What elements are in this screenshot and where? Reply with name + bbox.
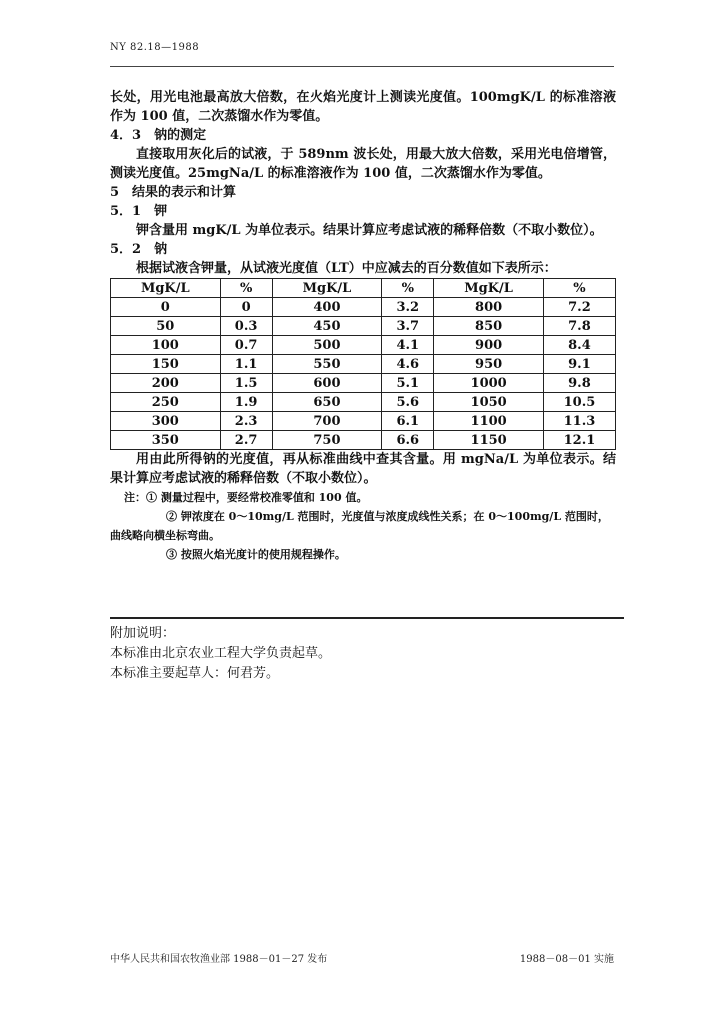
table-cell: 1.9 — [220, 393, 272, 412]
addendum-line-2: 本标准主要起草人：何君芳。 — [110, 666, 280, 681]
addendum — [110, 624, 616, 684]
table-header-row — [111, 279, 616, 298]
paragraph-after-table: 用由此所得钠的光度值，再从标准曲线中查其含量。用 mgNa/L 为单位表示。结果计算应考虑试液的稀释倍数（不取小数位）。 — [110, 452, 616, 486]
table-row — [111, 355, 616, 374]
table-cell: 3.2 — [382, 298, 434, 317]
table-cell: 8.4 — [543, 336, 615, 355]
table-cell: 0.3 — [220, 317, 272, 336]
table-row — [111, 336, 616, 355]
table-header-cell: % — [220, 279, 272, 298]
section-4-3-heading: 4．3 钠的测定 — [110, 128, 207, 143]
note-1: 注：① 测量过程中，要经常校准零值和 100 值。 — [124, 491, 368, 504]
table-cell: 3.7 — [382, 317, 434, 336]
table-cell: 10.5 — [543, 393, 615, 412]
section-5-1-heading: 5．1 钾 — [110, 204, 168, 219]
table-cell: 5.6 — [382, 393, 434, 412]
table-cell: 1150 — [434, 431, 544, 450]
table-cell: 9.1 — [543, 355, 615, 374]
table-cell: 300 — [111, 412, 221, 431]
table-cell: 6.6 — [382, 431, 434, 450]
footer-issued: 中华人民共和国农牧渔业部 1988－01－27 发布 — [110, 954, 328, 965]
addendum-line-1: 本标准由北京农业工程大学负责起草。 — [110, 646, 332, 661]
paragraph-continued: 长处，用光电池最高放大倍数，在火焰光度计上测读光度值。100mgK/L 的标准溶液作为 100 值，二次蒸馏水作为零值。 — [110, 90, 616, 124]
table-cell: 9.8 — [543, 374, 615, 393]
table-cell: 600 — [272, 374, 382, 393]
table-header-cell: % — [543, 279, 615, 298]
table-cell: 1100 — [434, 412, 544, 431]
table-cell: 0.7 — [220, 336, 272, 355]
addendum-divider — [110, 617, 624, 619]
table-body — [111, 298, 616, 450]
table-row — [111, 431, 616, 450]
table-cell: 100 — [111, 336, 221, 355]
footer-effective: 1988－08－01 实施 — [519, 954, 614, 965]
table-cell: 900 — [434, 336, 544, 355]
table-cell: 11.3 — [543, 412, 615, 431]
paragraph-5-2: 根据试液含钾量，从试液光度值（LT）中应减去的百分数值如下表所示： — [136, 261, 557, 276]
table-cell: 4.1 — [382, 336, 434, 355]
table-header-cell: MgK/L — [434, 279, 544, 298]
paragraph-4-3: 直接取用灰化后的试液，于 589nm 波长处，用最大放大倍数，采用光电倍增管，测读光度值。25mgNa/L 的标准溶液作为 100 值，二次蒸馏水作为零值。 — [110, 147, 616, 181]
section-5-2-heading: 5．2 钠 — [110, 242, 168, 257]
table-cell: 800 — [434, 298, 544, 317]
table-cell: 2.3 — [220, 412, 272, 431]
table-cell: 7.8 — [543, 317, 615, 336]
table-row — [111, 374, 616, 393]
table-row — [111, 317, 616, 336]
table-header-cell: % — [382, 279, 434, 298]
table-cell: 400 — [272, 298, 382, 317]
document-body — [110, 88, 616, 564]
table-cell: 450 — [272, 317, 382, 336]
table-cell: 0 — [111, 298, 221, 317]
table-cell: 1.1 — [220, 355, 272, 374]
table-cell: 850 — [434, 317, 544, 336]
table-row — [111, 412, 616, 431]
table-cell: 350 — [111, 431, 221, 450]
doc-code-header: NY 82.18—1988 — [110, 42, 200, 53]
table-cell: 0 — [220, 298, 272, 317]
table-cell: 700 — [272, 412, 382, 431]
table-cell: 550 — [272, 355, 382, 374]
table-row — [111, 298, 616, 317]
table-cell: 2.7 — [220, 431, 272, 450]
table-cell: 750 — [272, 431, 382, 450]
note-3: ③ 按照火焰光度计的使用规程操作。 — [166, 548, 346, 561]
table-cell: 7.2 — [543, 298, 615, 317]
header-divider — [110, 66, 614, 67]
table-header-cell: MgK/L — [272, 279, 382, 298]
table-cell: 50 — [111, 317, 221, 336]
table-cell: 6.1 — [382, 412, 434, 431]
table-cell: 500 — [272, 336, 382, 355]
table-cell: 5.1 — [382, 374, 434, 393]
section-5-heading: 5 结果的表示和计算 — [110, 185, 237, 200]
table-cell: 1050 — [434, 393, 544, 412]
table-row — [111, 393, 616, 412]
paragraph-5-1: 钾含量用 mgK/L 为单位表示。结果计算应考虑试液的稀释倍数（不取小数位）。 — [136, 223, 603, 238]
note-2: ② 钾浓度在 0～10mg/L 范围时，光度值与浓度成线性关系；在 0～100mg/L 范围时，曲线略向横坐标弯曲。 — [110, 510, 609, 542]
table-cell: 12.1 — [543, 431, 615, 450]
table-cell: 150 — [111, 355, 221, 374]
table-cell: 250 — [111, 393, 221, 412]
table-cell: 950 — [434, 355, 544, 374]
table-cell: 1000 — [434, 374, 544, 393]
table-cell: 1.5 — [220, 374, 272, 393]
page-footer — [110, 950, 614, 965]
table-cell: 650 — [272, 393, 382, 412]
table-cell: 200 — [111, 374, 221, 393]
table-cell: 4.6 — [382, 355, 434, 374]
addendum-title: 附加说明： — [110, 626, 176, 641]
potassium-correction-table — [110, 278, 616, 450]
table-header-cell: MgK/L — [111, 279, 221, 298]
